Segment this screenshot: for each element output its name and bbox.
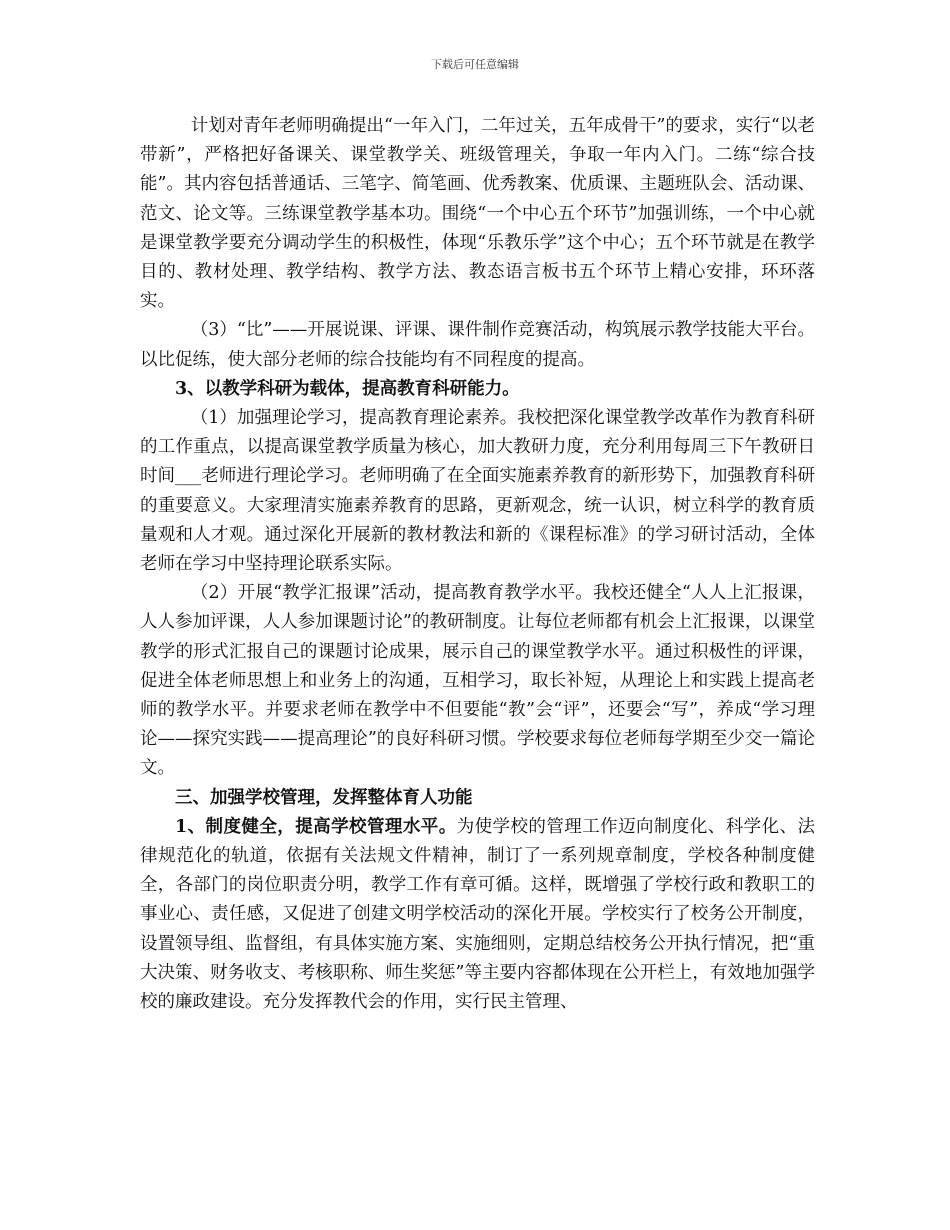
section-heading: 3、以教学科研为载体，提高教育科研能力。: [175, 378, 520, 399]
paragraph: 计划对青年老师明确提出“一年入门，二年过关，五年成骨干”的要求，实行“以老带新”，严格把好备课关、课堂教学关、班级管理关，争取一年内入门。二练“综合技能”。其内容包括普通话、三笔字、简笔画、优秀教案、优质课、主题班队会、活动课、范文、论文等。三练课堂教学基本功。围绕“一个中心五个环节”加强训练，一个中心就是课堂教学要充分调动学生的积极性，体现“乐教乐学”这个中心；五个环节就是在教学目的、教材处理、教学结构、教学方法、教态语言板书五个环节上精心安排，环环落实。: [140, 116, 815, 312]
paragraph: [140, 813, 815, 1017]
section-heading: 三、加强学校管理，发挥整体育人功能: [175, 787, 473, 808]
paragraph-lead: 1、制度健全，提高学校管理水平。: [175, 816, 457, 837]
paragraph: （1）加强理论学习，提高教育理论素养。我校把深化课堂教学改革作为教育科研的工作重点，以提高课堂教学质量为核心，加大教研力度，充分利用每周三下午教研日时间___老师进行理论学习。老师明确了在全面实施素养教育的新形势下，加强教育科研的重要意义。大家理清实施素养教育的思路，更新观念，统一认识，树立科学的教育质量观和人才观。通过深化开展新的教材教法和新的《课程标准》的学习研讨活动，全体老师在学习中坚持理论联系实际。: [140, 408, 815, 575]
document-body: [140, 112, 815, 1017]
paragraph: （2）开展“教学汇报课”活动，提高教育教学水平。我校还健全“人人上汇报课，人人参加评课，人人参加课题讨论”的教研制度。让每位老师都有机会上汇报课，以课堂教学的形式汇报自己的课题讨论成果，展示自己的课堂教学水平。通过积极性的评课，促进全体老师思想上和业务上的沟通，互相学习，取长补短，从理论上和实践上提高老师的教学水平。并要求老师在教学中不但要能“教”会“评”，还要会“写”，养成“学习理论——探究实践——提高理论”的良好科研习惯。学校要求每位老师每学期至少交一篇论文。: [140, 583, 815, 779]
page-header: 下载后可任意编辑: [431, 58, 519, 71]
paragraph-text: 为使学校的管理工作迈向制度化、科学化、法律规范化的轨道，依据有关法规文件精神，制订了一系列规章制度，学校各种制度健全，各部门的岗位职责分明，教学工作有章可循。这样，既增强了学校行政和教职工的事业心、责任感，又促进了创建文明学校活动的深化开展。学校实行了校务公开制度，设置领导组、监督组，有具体实施方案、实施细则，定期总结校务公开执行情况，把“重大决策、财务收支、考核职称、师生奖惩”等主要内容都体现在公开栏上，有效地加强学校的廉政建设。充分发挥教代会的作用，实行民主管理、: [140, 816, 815, 1013]
paragraph: （3）“比”——开展说课、评课、课件制作竞赛活动，构筑展示教学技能大平台。以比促练，使大部分老师的综合技能均有不同程度的提高。: [140, 320, 815, 370]
